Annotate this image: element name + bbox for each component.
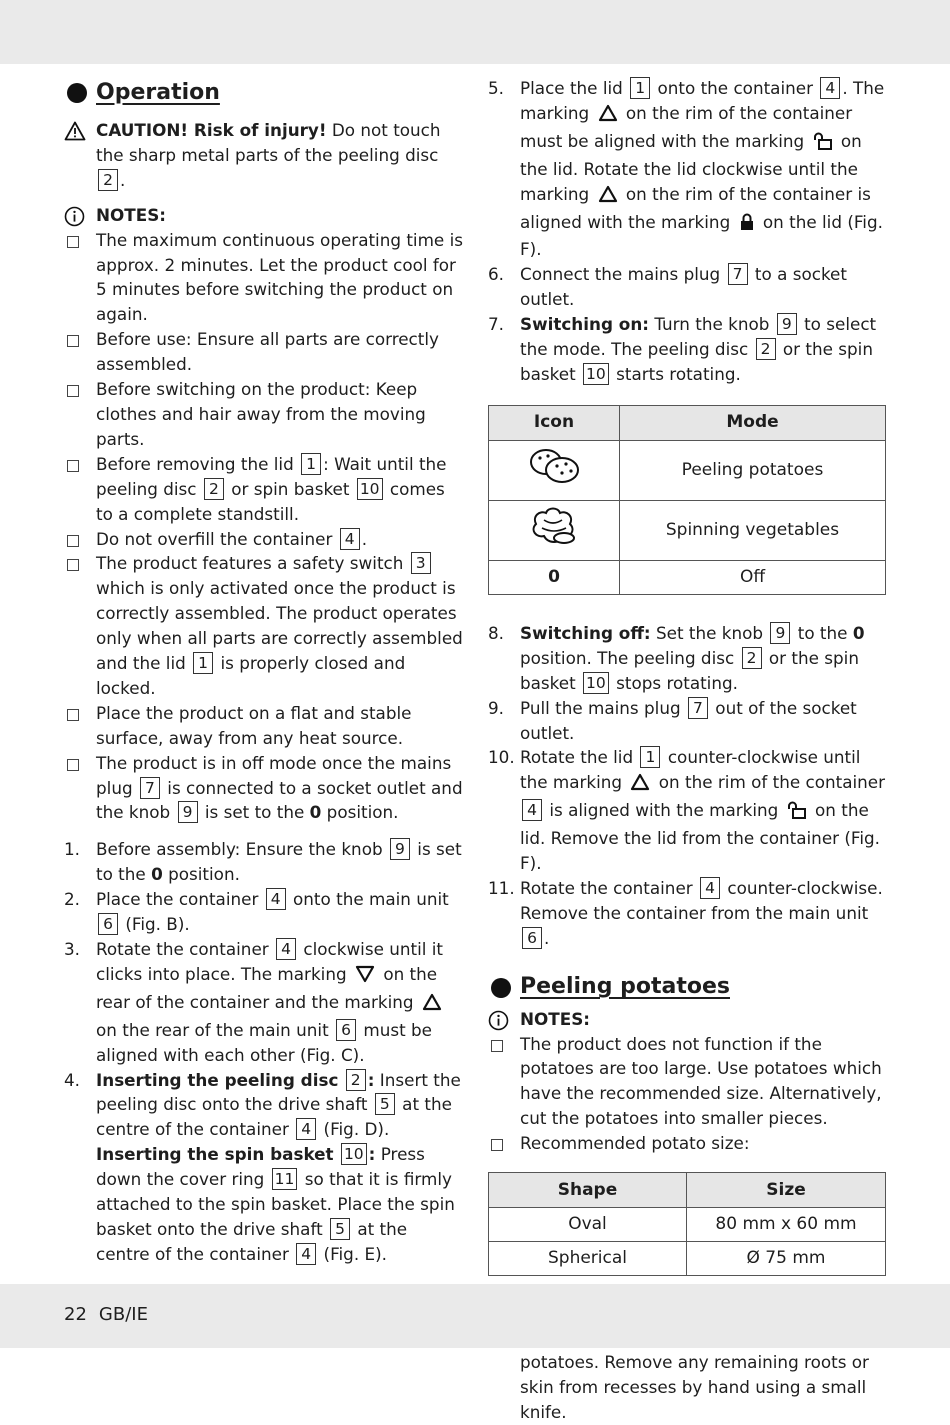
step-item: 4. Inserting the peeling disc 2 : Insert the peeling disc onto the drive shaft 5 at the centre of the container 4 (Fig. D). Inserting the spin basket 10 : Press down the cover ring 11 so that it is firmly attached to the spin basket. Place the spin basket onto the drive shaft 5 at the centre of the container 4 (Fig. E).: [64, 1069, 461, 1264]
lettuce-icon: [489, 500, 620, 560]
ref-box: 10: [341, 1143, 367, 1165]
bullet-dot-icon: [67, 83, 87, 103]
checkbox-bullet-icon: [488, 1131, 520, 1156]
step-item: 7. Switching on: Turn the knob 9 to select the mode. The peeling disc 2 or the spin basket 10 starts rotating.: [488, 314, 877, 384]
table-row: [489, 560, 886, 594]
ref-box: 9: [770, 622, 790, 644]
step-item: 11. Rotate the container 4 counter-clockwise. Remove the container from the main unit 6 .: [488, 877, 883, 948]
ref-box: 4: [266, 888, 286, 910]
checkbox-bullet-icon: [64, 377, 96, 452]
caution-text: Do not touch the sharp metal parts of the peeling disc: [96, 120, 441, 165]
region-label: GB/IE: [98, 1304, 148, 1325]
operation-heading: [64, 76, 464, 110]
note-item: The product features a safety switch 3 which is only activated once the product is correctly assembled. The product operates only when all parts are correctly assembled and the lid 1 is properly closed and locked.: [64, 551, 464, 700]
ref-box: 2: [756, 338, 776, 360]
note-item: Recommended potato size:: [488, 1131, 888, 1156]
step-item: 2. Place the container 4 onto the main unit 6 (Fig. B).: [64, 889, 449, 935]
ref-box: 4: [296, 1118, 316, 1140]
mode-label: Spinning vegetables: [620, 500, 886, 560]
size-table: [488, 1172, 886, 1276]
column-header: Mode: [620, 405, 886, 440]
table-cell: Spherical: [489, 1242, 687, 1276]
ref-box: 6: [522, 927, 542, 949]
table-row: [489, 1242, 886, 1276]
unlocked-padlock-icon: [787, 801, 807, 826]
info-circle-icon: [64, 203, 96, 227]
table-row: [489, 1208, 886, 1242]
ref-box: 7: [728, 263, 748, 285]
ref-box: 1: [640, 746, 660, 768]
triangle-down-icon: [355, 965, 375, 990]
column-header: Shape: [489, 1173, 687, 1208]
triangle-up-icon: [630, 773, 650, 798]
ref-box: 5: [330, 1218, 350, 1240]
notes-label: NOTES:: [520, 1008, 591, 1029]
checkbox-bullet-icon: [64, 551, 96, 700]
header-band: [0, 0, 950, 64]
checkbox-bullet-icon: [488, 1032, 520, 1132]
ref-box: 7: [140, 777, 160, 799]
ref-box: 1: [630, 77, 650, 99]
table-row: [489, 500, 886, 560]
page-footer: [64, 1304, 160, 1325]
info-circle-icon: [488, 1007, 520, 1031]
checkbox-bullet-icon: [64, 452, 96, 527]
table-cell: Ø 75 mm: [687, 1242, 886, 1276]
note-item: Place the product on a flat and stable surface, away from any heat source.: [64, 701, 464, 751]
ref-box: 4: [820, 77, 840, 99]
bullet-dot-icon: [491, 978, 511, 998]
notes-heading: [64, 203, 464, 228]
ref-box: 1: [193, 652, 213, 674]
ref-box: 9: [178, 801, 198, 823]
note-item: Do not overfill the container 4 .: [64, 527, 464, 552]
note-item: Before switching on the product: Keep clothes and hair away from the moving parts.: [64, 377, 464, 452]
ref-box: 4: [296, 1243, 316, 1265]
caution-label: CAUTION! Risk of injury!: [96, 120, 327, 140]
triangle-up-icon: [598, 104, 618, 129]
knob-position-label: 0: [489, 560, 620, 594]
ref-box: 4: [522, 799, 542, 821]
note-item: Before use: Ensure all parts are correctly assembled.: [64, 327, 464, 377]
table-cell: 80 mm x 60 mm: [687, 1208, 886, 1242]
note-item: The maximum continuous operating time is approx. 2 minutes. Let the product cool for 5 minutes before switching the product on again.: [64, 228, 464, 328]
ref-box: 6: [336, 1019, 356, 1041]
note-item: The product does not function if the potatoes are too large. Use potatoes which have the recommended size. Alternatively, cut the potatoes into smaller pieces.: [488, 1032, 888, 1132]
ref-box: 6: [98, 913, 118, 935]
step-item: 1. Before assembly: Ensure the knob 9 is set to the 0 position.: [64, 839, 462, 885]
unlocked-padlock-icon: [813, 132, 833, 157]
note-item: Before removing the lid 1 : Wait until the peeling disc 2 or spin basket 10 comes to a complete standstill.: [64, 452, 464, 527]
table-row: [489, 440, 886, 500]
step-item: 10. Rotate the lid 1 counter-clockwise until the marking on the rim of the container 4 is aligned with the marking on the lid. Remove the lid from the container (Fig. F).: [488, 747, 886, 874]
triangle-up-icon: [422, 993, 442, 1018]
checkbox-bullet-icon: [64, 751, 96, 826]
mode-label: Off: [620, 560, 886, 594]
note-item: potatoes. Remove any remaining roots or skin from recesses by hand using a small knife.: [488, 1300, 888, 1425]
ref-box: 1: [301, 453, 321, 475]
left-column: [64, 76, 464, 1267]
note-item: The product is in off mode once the mains plug 7 is connected to a socket outlet and the knob 9 is set to the 0 position.: [64, 751, 464, 826]
operation-title: Operation: [96, 79, 220, 105]
ref-box: 10: [583, 363, 609, 385]
step-item: 5. Place the lid 1 onto the container 4 . The marking on the rim of the container must be aligned with the marking on the lid. Rotate the lid clockwise until the marking on the rim of the container is aligned with the marking on the lid (Fig. F).: [488, 78, 885, 260]
column-header: Icon: [489, 405, 620, 440]
mode-label: Peeling potatoes: [620, 440, 886, 500]
ref-box: 2: [346, 1069, 366, 1091]
ref-box: 9: [390, 838, 410, 860]
locked-padlock-icon: [739, 213, 755, 238]
ref-box: 10: [357, 478, 383, 500]
ref-box: 4: [276, 938, 296, 960]
notes-heading: [488, 1007, 888, 1032]
page-number: 22: [64, 1304, 87, 1325]
triangle-up-icon: [598, 185, 618, 210]
checkbox-bullet-icon: [64, 327, 96, 377]
ref-box: 2: [204, 478, 224, 500]
notes-label: NOTES:: [96, 204, 167, 225]
checkbox-bullet-icon: [64, 527, 96, 552]
right-column: [488, 76, 888, 1425]
ref-box: 4: [700, 877, 720, 899]
step-item: 9. Pull the mains plug 7 out of the socket outlet.: [488, 697, 857, 743]
ref-box: 2: [742, 647, 762, 669]
checkbox-bullet-icon: [64, 701, 96, 751]
step-item: 6. Connect the mains plug 7 to a socket outlet.: [488, 264, 847, 310]
checkbox-bullet-icon: [64, 228, 96, 328]
ref-box: 10: [583, 672, 609, 694]
caution-block: CAUTION! Risk of injury! Do not touch the sharp metal parts of the peeling disc 2 .: [64, 118, 464, 193]
mode-table: [488, 405, 886, 595]
potatoes-icon: [489, 440, 620, 500]
table-header-row: [489, 1173, 886, 1208]
table-cell: Oval: [489, 1208, 687, 1242]
ref-box: 9: [777, 313, 797, 335]
ref-box: 11: [272, 1168, 298, 1190]
ref-box: 2: [98, 169, 118, 191]
ref-box: 3: [411, 552, 431, 574]
step-item: 8. Switching off: Set the knob 9 to the 0 position. The peeling disc 2 or the spin basket 10 stops rotating.: [488, 622, 865, 693]
peeling-title: Peeling potatoes: [520, 974, 730, 1000]
step-item: 3. Rotate the container 4 clockwise until it clicks into place. The marking on the rear of the container and the marking on the rear of the main unit 6 must be aligned with each other (Fig. C).: [64, 939, 444, 1065]
warning-triangle-icon: [64, 118, 96, 141]
ref-box: 5: [375, 1093, 395, 1115]
table-header-row: [489, 405, 886, 440]
column-header: Size: [687, 1173, 886, 1208]
ref-box: 4: [340, 528, 360, 550]
ref-box: 7: [688, 697, 708, 719]
peeling-heading: [488, 971, 888, 1005]
